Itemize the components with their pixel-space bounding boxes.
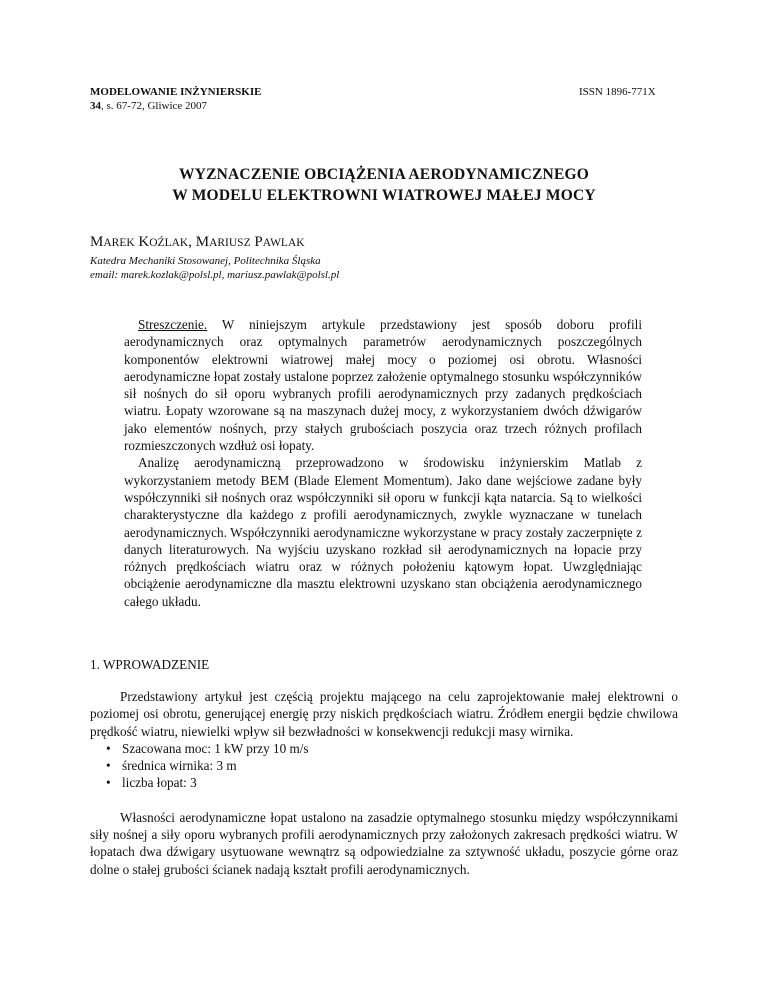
paper-title (60, 164, 708, 206)
author2-first-initial: M (195, 234, 210, 250)
author1-last-rest: OŹLAK (149, 237, 189, 249)
list-item-text: średnica wirnika: 3 m (122, 758, 237, 774)
title-line-2: W MODELU ELEKTROWNI WIATROWEJ MAŁEJ MOCY (172, 187, 596, 204)
author2-first-rest: ARIUSZ (209, 237, 251, 249)
journal-volume: 34 (90, 100, 101, 112)
journal-citation (90, 99, 261, 113)
body-paragraph-2: Własności aerodynamiczne łopat ustalono na zasadzie optymalnego stosunku między współczynnikami siły nośnej a siły oporu wybranych profili aerodynamicznych przy założonych zakresach prędkości wiatru. W łopatach dwa dźwigary usytuowane wewnątrz są odpowiedzialne za sztywność układu, poszycie górne oraz dolne o stałej grubości ścianek nadają kształt profili aerodynamicznych. (90, 809, 678, 877)
author1-last-initial: K (138, 234, 150, 250)
list-item-text: Szacowana moc: 1 kW przy 10 m/s (122, 740, 309, 756)
list-item (90, 757, 678, 774)
abstract-text-1: W niniejszym artykule przedstawiony jest sposób doboru profili aerodynamicznych oraz optymalnych parametrów aerodynamicznych poszczególnych komponentów elektrowni wiatrowej małej mocy o poziomej osi obrotu. Własności aerodynamiczne łopat zostały ustalone poprzez założenie optymalnego stosunku współczynników sił nośnych do sił oporu wybranych profili aerodynamicznych przy zadanych prędkościach wiatru. Łopaty wzorowane są na maszynach dużej mocy, z wykorzystaniem dwóch dźwigarów jako elementów nośnych, przy stałych grubościach poszycia oraz trzech różnych profilach rozmieszczonych wzdłuż osi łopaty. (124, 317, 642, 454)
authors (90, 233, 305, 252)
journal-pages: , s. 67-72, Gliwice 2007 (101, 100, 208, 112)
author1-first-rest: AREK (103, 237, 135, 249)
affiliation-block (90, 254, 339, 282)
author1-first-initial: M (90, 234, 104, 250)
body-paragraph-1: Przedstawiony artykuł jest częścią projektu mającego na celu zaprojektowanie małej elektrowni o poziomej osi obrotu, generującej energię przy niskich prędkościach wiatru. Źródłem energii będzie chwilowa prędkość wiatru, niewielki wpływ sił bezwładności w konsekwencji redukcji masy wirnika. (90, 689, 678, 739)
bullet-icon: • (106, 758, 111, 774)
spec-list (90, 740, 678, 792)
abstract-label: Streszczenie. (138, 317, 208, 332)
author-emails: email: marek.kozlak@polsl.pl, mariusz.pawlak@polsl.pl (90, 269, 340, 281)
list-item-text: liczba łopat: 3 (122, 775, 197, 791)
bullet-icon: • (106, 740, 111, 756)
journal-name: MODELOWANIE INŻYNIERSKIE (90, 86, 262, 98)
section-heading: 1. WPROWADZENIE (90, 657, 210, 672)
list-item (90, 774, 678, 791)
affiliation: Katedra Mechaniki Stosowanej, Politechnika Śląska (90, 255, 321, 267)
abstract (124, 316, 642, 610)
abstract-paragraph-2: Analizę aerodynamiczną przeprowadzono w środowisku inżynierskim Matlab z wykorzystaniem metody BEM (Blade Element Momentum). Jako dane wejściowe zadane były współczynniki sił nośnych oraz współczynniki sił oporu w funkcji kąta natarcia. Są to wielkości charakterystyczne dla każdego z profili aerodynamicznych, zwykle wyznaczane w tunelach aerodynamicznych. Współczynniki aerodynamiczne wykorzystane w pracy zostały zaczerpnięte z danych literaturowych. Na wyjściu uzyskano rozkład sił aerodynamicznych na łopacie przy różnych prędkościach wiatru oraz w różnych położeniu kątowym łopat. Uwzględniając obciążenie aerodynamiczne dla masztu elektrowni uzyskano stan obciążenia aerodynamicznego całego układu. (124, 455, 642, 609)
author-separator: , (188, 234, 196, 250)
author2-last-initial: P (254, 234, 263, 250)
paragraph-gap (90, 792, 678, 809)
abstract-paragraph-1 (124, 316, 642, 454)
list-item (90, 740, 678, 757)
author2-last-rest: AWLAK (262, 237, 305, 249)
bullet-icon: • (106, 775, 111, 791)
body-text (90, 688, 678, 878)
issn: ISSN 1896-771X (579, 86, 656, 98)
title-line-1: WYZNACZENIE OBCIĄŻENIA AERODYNAMICZNEGO (179, 166, 589, 183)
journal-header (90, 85, 261, 113)
